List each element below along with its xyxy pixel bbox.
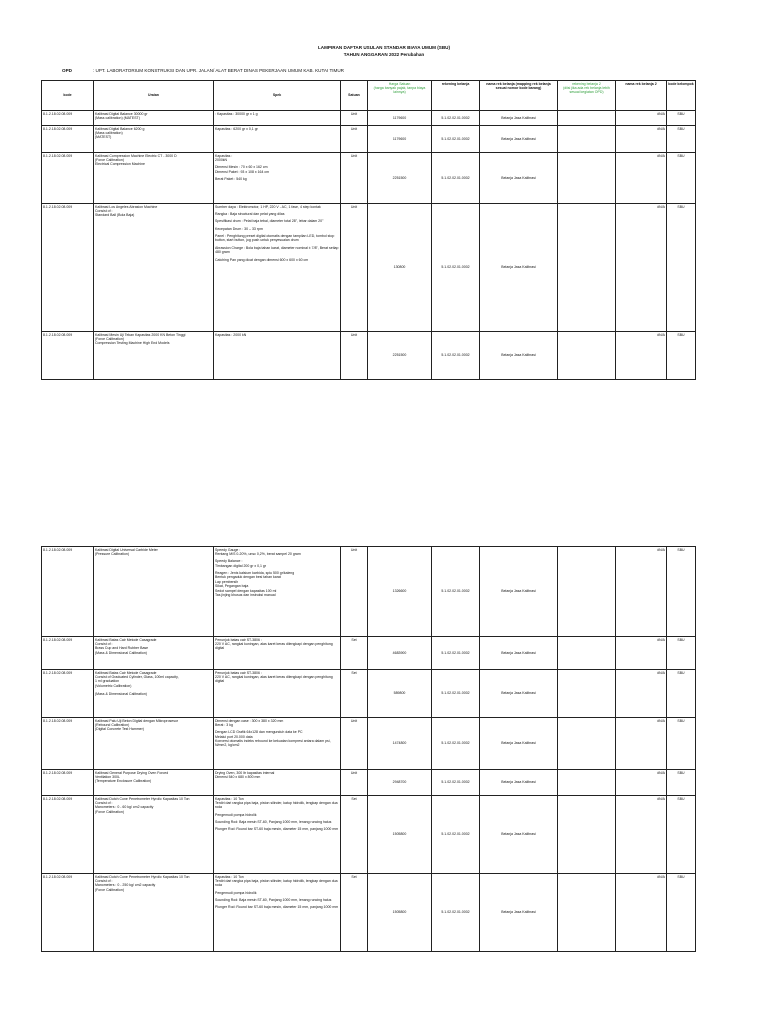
cell-spek-line: Berat Paket : 540 kg (215, 177, 247, 181)
col-uraian: Uraian (94, 81, 214, 111)
cell-uraian-line: (Temperature Enclosure Calibration) (95, 779, 152, 784)
cell-rekening: 5.1.02.02.01.0002 (432, 126, 480, 153)
cell-spek-line: Dengan LCD Grafik 64x128 dan mengunduh data ke PC Melalui port 20.000 data Konversi otomatis indeks rebound ke kekuatan kompresi antara dalam psi, N/mm2, kg/cm2 (215, 730, 331, 748)
table-row (42, 796, 696, 874)
cell-spek (214, 637, 341, 670)
cell-uraian-line: Manometers : 0 - 60 kg/ cm2 capacity (95, 805, 154, 810)
cell-nama-rek-2: #N/A (616, 111, 667, 126)
col-kode: kode (42, 81, 94, 111)
cell-spek-line: Sounding Rod: Baja mesin ST-60, Panjang 1000 mm, lenang runcing halus (215, 820, 332, 824)
cell-rekening: 5.1.02.02.01.0002 (432, 204, 480, 332)
cell-rekening-2 (558, 718, 616, 770)
cell-uraian-line: (Digital Concrete Test Hammer) (95, 727, 144, 732)
cell-spek (214, 670, 341, 718)
cell-harga: 589800 (368, 670, 432, 718)
cell-satuan: Unit (341, 770, 368, 796)
cell-harga: 1179600 (368, 111, 432, 126)
cell-rekening-2 (558, 547, 616, 637)
cell-kode-kelompok: SBU (667, 637, 696, 670)
cell-spek-line: Kapasitas : 10 Ton Terdiri dari rangka pipa baja, piston silinder, katup hidrolik, lengkap dengan dua roda (215, 874, 338, 888)
cell-uraian (94, 126, 214, 153)
col-rekening: rekening belanja (432, 81, 480, 111)
cell-kode-kelompok: SBU (667, 332, 696, 380)
cell-spek (214, 126, 341, 153)
cell-uraian-line: (Mass calibration) (MATEST) (95, 115, 140, 120)
cell-nama-rek: Belanja Jasa Kalibrasi (480, 547, 558, 637)
cell-uraian-line: Kalibrasi Batas Cair Metode Casagrade (95, 637, 157, 642)
cell-rekening: 5.1.02.02.01.0002 (432, 547, 480, 637)
cell-spek-line: Kapasitas : 2000kN (215, 153, 233, 162)
cell-spek-line: Reagen : Jenis kalsium karbida, spiu 500 gr/kaleng Bentuk pengaduk dengan besi tahan karat Lap pembersih Sikat, Pegangan baja Sedot sampel dengan kapasitas 100 ml Tas jinjing khusus dan instruksi manual (215, 571, 295, 597)
cell-uraian-line: Standard Ball (Bola Baja) (95, 213, 135, 218)
cell-nama-rek-2: #N/A (616, 770, 667, 796)
cell-kode-kelompok: SBU (667, 153, 696, 204)
cell-spek (214, 111, 341, 126)
cell-uraian (94, 547, 214, 637)
cell-uraian-line: Kalibrasi Dutch Cone Penetrometer Hyrolic Kapasitas 10 Ton (95, 796, 190, 801)
document-subtitle: TAHUN ANGGARAN 2022 Perubahan (343, 52, 425, 57)
cell-uraian-line: Consist of : (95, 208, 113, 213)
cell-kode-kelompok: SBU (667, 111, 696, 126)
cell-harga: 1474800 (368, 718, 432, 770)
cell-spek (214, 547, 341, 637)
cell-kode: 8.1.2.18.02.08.009 (42, 111, 94, 126)
opd-value: : UPT. LABORATORIUM KONSTRUKSI DAN UPR. JALAN/ ALAT BERAT DINAS PEKERJAAN UMUM KAB. KUTAI TIMUR (93, 68, 344, 73)
cell-spek (214, 796, 341, 874)
cell-uraian-line: Electrical Compression Machine (95, 162, 145, 167)
cell-uraian-line: Kalibrasi Digital Balance 6200 g (95, 126, 145, 131)
cell-spek-line: Drying Oven, 300 ltr kapasitas internal Dimensi 540 x 680 x 800 mm (215, 770, 275, 779)
cell-nama-rek: Belanja Jasa Kalibrasi (480, 796, 558, 874)
cell-uraian (94, 637, 214, 670)
cell-nama-rek: Belanja Jasa Kalibrasi (480, 111, 558, 126)
cell-spek (214, 332, 341, 380)
cell-uraian-line: Kalibrasi Digital Balance 30000 gr (95, 111, 148, 116)
table-row (42, 637, 696, 670)
cell-uraian-line: Ventilation 300L (95, 774, 120, 779)
cell-uraian-line: (Pressure Calibration) (95, 551, 130, 556)
table-row (42, 718, 696, 770)
cell-kode-kelompok: SBU (667, 770, 696, 796)
cell-uraian-line: (Rebound Calibration) (95, 722, 130, 727)
cell-nama-rek-2: #N/A (616, 153, 667, 204)
cell-spek-line: Penunjuk batas cair ST-3806 : 220 V AC, rangkai kuningan, alas karet keras dilengkapi dengan penghitung digital (215, 670, 333, 684)
cell-uraian-line: (Mass calibration) (95, 130, 123, 135)
cell-uraian-line: Kalibrasi Compression Machine Electric CT - 3000 D (95, 153, 177, 158)
cell-spek-line: Dimensi dengan case : 300 x 380 x 320 mm Berat : 3 kg (215, 718, 284, 727)
cell-uraian-line: Kalibrasi Mesin Uji Tekan Kapasitas 2000 KN Beton Tinggi (95, 332, 186, 337)
cell-rekening-2 (558, 111, 616, 126)
cell-spek (214, 718, 341, 770)
cell-harga: 2948700 (368, 770, 432, 796)
cell-harga: 2251500 (368, 153, 432, 204)
cell-kode: 8.1.2.18.02.08.009 (42, 637, 94, 670)
cell-nama-rek: Belanja Jasa Kalibrasi (480, 718, 558, 770)
cell-uraian (94, 718, 214, 770)
sbu-table-page-1 (41, 80, 696, 380)
cell-rekening: 5.1.02.02.01.0002 (432, 796, 480, 874)
cell-rekening: 5.1.02.02.01.0002 (432, 153, 480, 204)
cell-harga: 4683900 (368, 637, 432, 670)
cell-nama-rek-2: #N/A (616, 874, 667, 952)
cell-nama-rek: Belanja Jasa Kalibrasi (480, 874, 558, 952)
table-row (42, 204, 696, 332)
cell-uraian-line: (MATEST) (95, 135, 112, 140)
cell-uraian-line: Consist of Graduated Cylinder, Glass, 100ml capacity, (95, 674, 179, 679)
cell-satuan: Unit (341, 547, 368, 637)
col-harga-title: Harga Satuan (388, 81, 411, 86)
cell-rekening-2 (558, 153, 616, 204)
cell-spek-line: Kapasitas : 6200 gr x 0,1 gr (215, 126, 258, 131)
cell-kode: 8.1.2.18.02.08.009 (42, 670, 94, 718)
cell-uraian-line: Kalibrasi Batas Cair Metode Casagrade (95, 670, 157, 675)
cell-satuan: Unit (341, 153, 368, 204)
cell-kode-kelompok: SBU (667, 796, 696, 874)
cell-kode: 8.1.2.18.02.08.009 (42, 796, 94, 874)
cell-kode-kelompok: SBU (667, 126, 696, 153)
cell-kode: 8.1.2.18.02.08.009 (42, 718, 94, 770)
cell-nama-rek-2: #N/A (616, 637, 667, 670)
cell-kode-kelompok: SBU (667, 718, 696, 770)
cell-uraian (94, 332, 214, 380)
cell-rekening-2 (558, 204, 616, 332)
cell-kode: 8.1.2.18.02.08.009 (42, 126, 94, 153)
cell-nama-rek-2: #N/A (616, 670, 667, 718)
cell-nama-rek: Belanja Jasa Kalibrasi (480, 637, 558, 670)
cell-rekening-2 (558, 126, 616, 153)
cell-uraian-line: Kalibrasi Los Angeles Abrasion Machine (95, 204, 158, 209)
cell-kode-kelompok: SBU (667, 874, 696, 952)
cell-uraian-line: (Force Calibration) (95, 157, 124, 162)
cell-uraian (94, 874, 214, 952)
cell-uraian-line: Consist of : (95, 641, 113, 646)
cell-spek-line: Kapasitas : 10 Ton Terdiri dari rangka pipa baja, piston silinder, katup hidrolik, lengkap dengan dua roda (215, 796, 338, 810)
cell-rekening: 5.1.02.02.01.0002 (432, 111, 480, 126)
cell-kode: 8.1.2.18.02.08.009 (42, 874, 94, 952)
cell-uraian-line: Kalibrasi Palu Uji Beton Digital dengan Mikroprosesor (95, 718, 179, 723)
opd-label: OPD (62, 68, 72, 73)
cell-rekening: 5.1.02.02.01.0002 (432, 332, 480, 380)
cell-rekening: 5.1.02.02.01.0002 (432, 637, 480, 670)
cell-satuan: Unit (341, 126, 368, 153)
cell-rekening-2 (558, 874, 616, 952)
cell-spek-line: Kapasitas : 2000 kN (215, 332, 247, 337)
cell-nama-rek-2: #N/A (616, 718, 667, 770)
cell-rekening: 5.1.02.02.01.0002 (432, 718, 480, 770)
table-row (42, 670, 696, 718)
table-row (42, 547, 696, 637)
cell-uraian (94, 153, 214, 204)
cell-harga: 1505800 (368, 796, 432, 874)
cell-satuan: Set (341, 637, 368, 670)
cell-spek (214, 153, 341, 204)
sbu-table-page-2 (41, 546, 696, 952)
cell-spek-line: Panel : Penghitung preset digital otomatis dengan tampilan LED, tombol stop button, start button, jog push untuk penyesuaian drum (215, 234, 335, 243)
cell-spek-line: Rangka : Baja structural dan pelat yang dilas (215, 211, 285, 216)
cell-uraian-line: (Force Calibration) (95, 887, 124, 892)
col-harga (368, 81, 432, 111)
cell-nama-rek-2: #N/A (616, 126, 667, 153)
cell-harga: 1326600 (368, 547, 432, 637)
cell-uraian (94, 796, 214, 874)
cell-spek-line: Pengemudi pompa hidrolik (215, 890, 257, 895)
table-row (42, 111, 696, 126)
cell-kode-kelompok: SBU (667, 670, 696, 718)
cell-satuan: Unit (341, 111, 368, 126)
cell-rekening: 5.1.02.02.01.0002 (432, 770, 480, 796)
cell-spek-line: Speedy Balance : Timbangan digital 200 gr x 0,1 gr (215, 559, 267, 568)
cell-rekening-2 (558, 796, 616, 874)
cell-uraian-line: (Mass & Dimensional Calibration) (95, 650, 147, 655)
cell-rekening: 5.1.02.02.01.0002 (432, 670, 480, 718)
cell-kode: 8.1.2.18.02.08.009 (42, 153, 94, 204)
cell-rekening-2 (558, 637, 616, 670)
cell-nama-rek-2: #N/A (616, 204, 667, 332)
cell-satuan: Set (341, 796, 368, 874)
table-row (42, 126, 696, 153)
col-rekening-2-title: rekening belanja 2 (572, 81, 601, 86)
cell-spek-line: Spesifikasi drum : Pelat baja tebal, diameter total 28", lebar dalam 20" (215, 219, 324, 224)
cell-uraian-line: Kalibrasi Digital Universal Carbide Meter (95, 547, 158, 552)
cell-satuan: Set (341, 874, 368, 952)
col-satuan: Satuan (341, 81, 368, 111)
col-spek: Spek (214, 81, 341, 111)
cell-uraian-line: Brass Cup and Hard Rubber Base (95, 646, 149, 651)
col-kode-kelompok: kode kelompok (667, 81, 696, 111)
cell-nama-rek-2: #N/A (616, 796, 667, 874)
document-title: LAMPIRAN DAFTAR USULAN STANDAR BIAYA UMUM (SBU) (317, 45, 451, 50)
cell-nama-rek: Belanja Jasa Kalibrasi (480, 153, 558, 204)
cell-uraian-line: Kalibrasi General Purpose Drying Oven Forced (95, 770, 169, 775)
cell-rekening-2 (558, 770, 616, 796)
cell-rekening-2 (558, 670, 616, 718)
cell-spek-line: Catching Pan yang dicat dengan dimensi 600 x 600 x 60 cm (215, 257, 309, 262)
cell-satuan: Unit (341, 718, 368, 770)
cell-spek-line: Kecepatan Drum : 30 – 33 rpm (215, 226, 263, 231)
table-row (42, 332, 696, 380)
cell-uraian (94, 670, 214, 718)
cell-nama-rek: Belanja Jasa Kalibrasi (480, 126, 558, 153)
cell-nama-rek: Belanja Jasa Kalibrasi (480, 670, 558, 718)
cell-spek-line: : Kapasitas : 30000 gr x 1 g (215, 111, 258, 116)
cell-spek-line: Penunjuk batas cair ST-3806 : 220 V AC, rangkai kuningan, alas karet keras dilengkapi dengan penghitung digital (215, 637, 333, 651)
cell-uraian-line: 1 ml graduation (95, 679, 120, 684)
cell-spek (214, 204, 341, 332)
cell-satuan: Set (341, 670, 368, 718)
cell-nama-rek-2: #N/A (616, 547, 667, 637)
cell-spek-line: Pengemudi pompa hidrolik (215, 812, 257, 817)
table-row (42, 770, 696, 796)
cell-satuan: Unit (341, 204, 368, 332)
cell-spek-line: Plunger Rod: Round bar ST-60 baja mesin, diameter 15 mm, panjang 1000 mm (215, 905, 339, 910)
cell-uraian-line: Consist of : (95, 800, 113, 805)
cell-kode: 8.1.2.18.02.08.009 (42, 332, 94, 380)
cell-kode-kelompok: SBU (667, 547, 696, 637)
cell-rekening-2 (558, 332, 616, 380)
table-row (42, 874, 696, 952)
cell-spek (214, 770, 341, 796)
cell-nama-rek-2: #N/A (616, 332, 667, 380)
col-harga-note: (harga banyak pajak, tanpa biaya lainnya) (373, 85, 426, 95)
cell-spek-line: Speedy Gauge : Rentang M/S 0-20%, unsc 0,2%, berat sampel 20 gram (215, 547, 301, 556)
cell-spek-line: Sumber daya : Elektromotor, 1 HP, 220 V - AC, 1 fase, 4 step kontak (215, 204, 321, 209)
cell-uraian (94, 204, 214, 332)
cell-kode-kelompok: SBU (667, 204, 696, 332)
cell-harga: 1179600 (368, 126, 432, 153)
cell-harga: 2251500 (368, 332, 432, 380)
cell-spek (214, 874, 341, 952)
table-row (42, 153, 696, 204)
cell-uraian-line: Compression Testing Machine High End Models (95, 341, 170, 346)
col-nama-rek-2: nama rek belanja 2 (616, 81, 667, 111)
cell-harga: 1505800 (368, 874, 432, 952)
cell-kode: 8.1.2.18.02.08.009 (42, 204, 94, 332)
cell-spek-line: Sounding Rod: Baja mesin ST-60, Panjang 1000 mm, lenang runcing halus (215, 898, 332, 902)
cell-satuan: Unit (341, 332, 368, 380)
cell-nama-rek: Belanja Jasa Kalibrasi (480, 332, 558, 380)
cell-nama-rek: Belanja Jasa Kalibrasi (480, 770, 558, 796)
cell-spek-line: Abrassion Charge : Bola baja tahan karat, diameter nominal ± 7/8", Berat setiap 480 gram (215, 245, 339, 255)
cell-uraian-line: Consist of : (95, 878, 113, 883)
col-rekening-2 (558, 81, 616, 111)
cell-spek-line: Plunger Rod: Round bar ST-60 baja mesin, diameter 15 mm, panjang 1000 mm (215, 827, 339, 832)
cell-uraian-line: (Force Calibration) (95, 336, 124, 341)
cell-spek-line: Dimensi Mesin : 70 x 60 x 162 cm Dimensi Paket : 93 x 108 x 164 cm (215, 165, 270, 174)
cell-uraian-line: (Volumetric Calibration) (95, 683, 132, 688)
col-nama-rek: nama rek belanja (mapping rek belanja sesuai nomor kode barang) (480, 81, 558, 111)
cell-uraian (94, 770, 214, 796)
cell-rekening: 5.1.02.02.01.0002 (432, 874, 480, 952)
cell-harga: 130800 (368, 204, 432, 332)
col-rekening-2-note: (diisi jika ada rek belanja lebih sesuai kegiatan OPD) (563, 85, 610, 95)
cell-uraian (94, 111, 214, 126)
cell-kode: 8.1.2.18.02.08.009 (42, 547, 94, 637)
cell-uraian-line: (Mass & Dimensional Calibration) (95, 692, 147, 696)
cell-nama-rek: Belanja Jasa Kalibrasi (480, 204, 558, 332)
cell-kode: 8.1.2.18.02.08.009 (42, 770, 94, 796)
cell-uraian-line: (Force Calibration) (95, 809, 124, 814)
cell-uraian-line: Kalibrasi Dutch Cone Penetrometer Hyrolic Kapasitas 10 Ton (95, 874, 190, 879)
cell-uraian-line: Manometers : 0 - 250 kg/ cm2 capacity (95, 883, 156, 888)
